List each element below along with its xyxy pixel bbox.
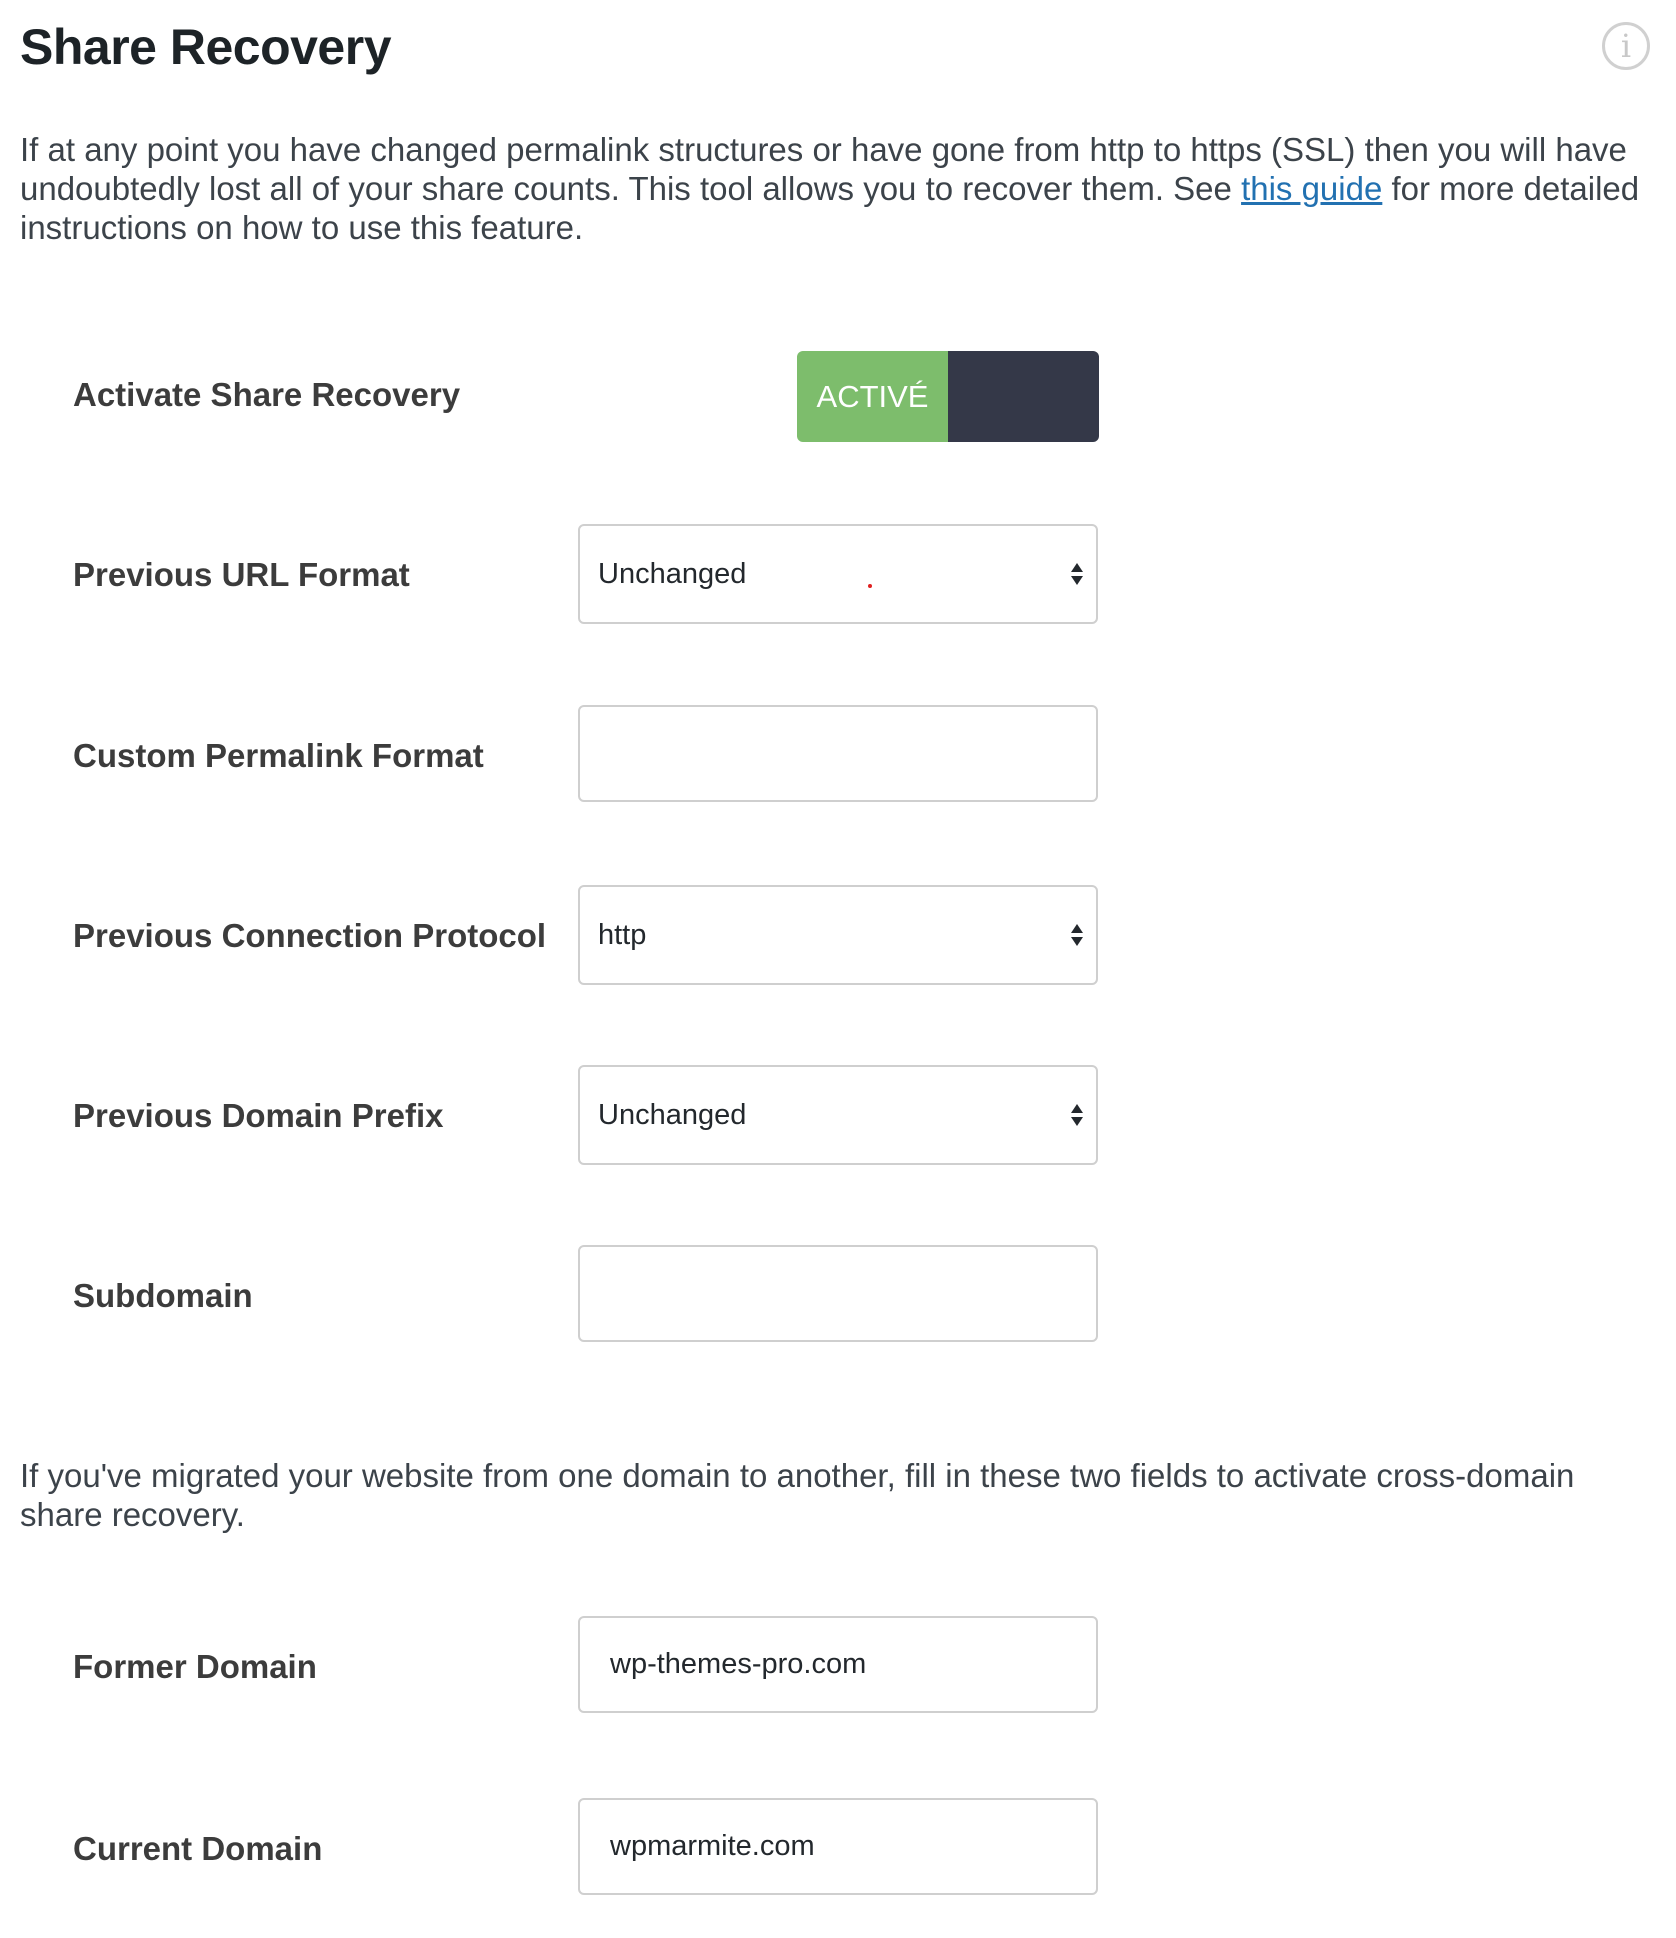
former-domain-label: Former Domain [73, 1648, 317, 1685]
toggle-off-state [948, 351, 1099, 442]
info-icon[interactable]: i [1602, 22, 1650, 70]
select-arrows-icon [1070, 1100, 1084, 1130]
current-domain-label: Current Domain [73, 1830, 323, 1867]
toggle-on-state: ACTIVÉ [797, 351, 948, 442]
subdomain-input[interactable] [610, 1277, 1096, 1310]
current-domain-field[interactable] [578, 1798, 1098, 1895]
select-arrows-icon [1070, 559, 1084, 589]
previous-url-format-label: Previous URL Format [73, 556, 410, 593]
intro-text [20, 130, 1650, 247]
page-title: Share Recovery [20, 19, 392, 75]
previous-domain-prefix-label: Previous Domain Prefix [73, 1097, 444, 1134]
former-domain-input[interactable] [610, 1648, 1096, 1681]
intro-text-end: for more detailed instructions on how to use this feature. [20, 170, 1640, 246]
previous-connection-protocol-select[interactable] [578, 885, 1098, 985]
activate-share-recovery-label: Activate Share Recovery [73, 376, 461, 413]
previous-url-format-select[interactable] [578, 524, 1098, 624]
select-arrows-icon [1070, 920, 1084, 950]
subdomain-label: Subdomain [73, 1277, 253, 1314]
guide-link[interactable]: this guide [1241, 170, 1383, 207]
current-domain-input[interactable] [610, 1830, 1096, 1863]
activate-share-recovery-toggle[interactable] [797, 351, 1099, 442]
red-dot [868, 584, 872, 588]
migration-text: If you've migrated your website from one domain to another, fill in these two fields to activate cross-domain share recovery. [20, 1457, 1575, 1533]
former-domain-field[interactable] [578, 1616, 1098, 1713]
previous-domain-prefix-select[interactable] [578, 1065, 1098, 1165]
previous-connection-protocol-label: Previous Connection Protocol [73, 917, 547, 954]
custom-permalink-format-label: Custom Permalink Format [73, 737, 484, 774]
previous-connection-protocol-value: http [598, 918, 647, 951]
previous-url-format-value: Unchanged [598, 557, 747, 590]
custom-permalink-format-field[interactable] [578, 705, 1098, 802]
previous-domain-prefix-value: Unchanged [598, 1098, 747, 1131]
subdomain-field[interactable] [578, 1245, 1098, 1342]
custom-permalink-format-input[interactable] [610, 737, 1096, 770]
intro-text-start: If at any point you have changed permalink structures or have gone from http to https (SSL) then you will have undoubtedly lost all of your share counts. This tool allows you to recover them. See [20, 131, 1627, 207]
